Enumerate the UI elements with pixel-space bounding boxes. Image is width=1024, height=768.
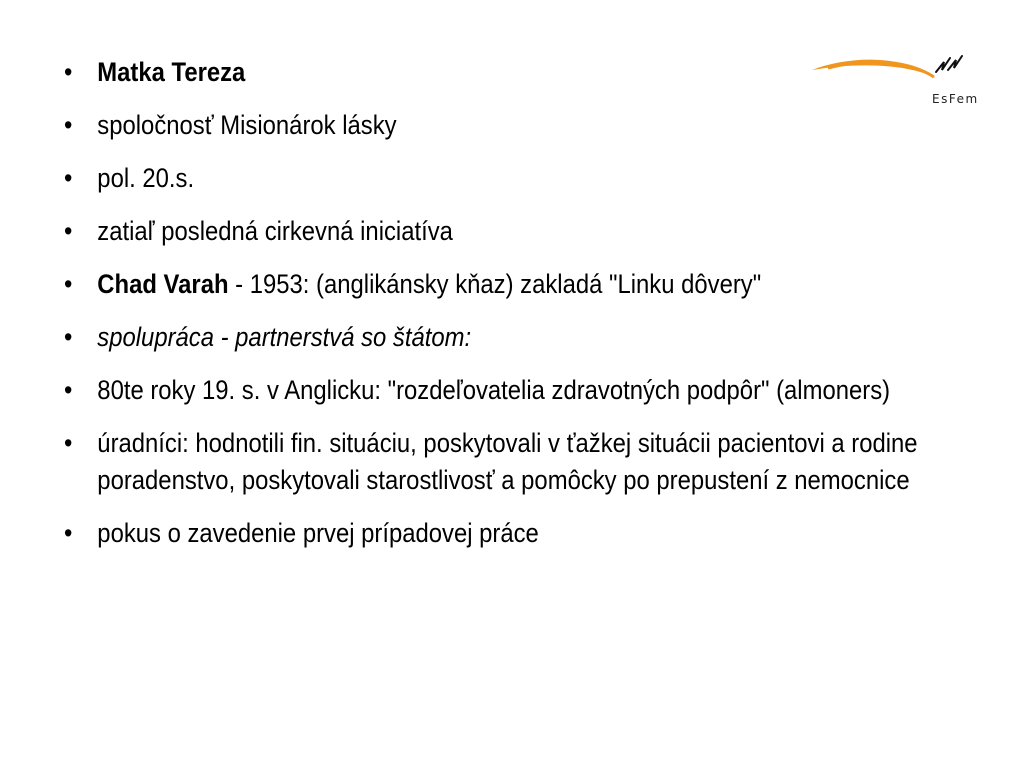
- bullet-dot: •: [64, 57, 73, 87]
- list-item: [64, 213, 961, 250]
- bullet-dot: •: [64, 375, 73, 405]
- list-item: [64, 160, 961, 197]
- bullet-dot: •: [64, 322, 73, 352]
- bullet-dot: •: [64, 110, 73, 140]
- item-text: - 1953: (anglikánsky kňaz) zakladá "Linku dôvery": [228, 269, 762, 299]
- list-item: [64, 107, 961, 144]
- bullet-dot: •: [64, 163, 73, 193]
- item-text: pokus o zavedenie prvej prípadovej práce: [97, 518, 539, 548]
- item-text: spoločnosť Misionárok lásky: [97, 110, 397, 140]
- list-item: [64, 515, 961, 552]
- logo-text: EsFem: [932, 92, 979, 106]
- list-item: [64, 372, 961, 409]
- list-item: [64, 425, 961, 499]
- list-item: [64, 54, 961, 91]
- list-item: [64, 266, 961, 303]
- item-text-bold: Chad Varah: [97, 269, 229, 299]
- bullet-list: [64, 54, 964, 568]
- item-text: úradníci: hodnotili fin. situáciu, poskytovali v ťažkej situácii pacientovi a rodine poradenstvo, poskytovali starostlivosť a pomôcky po prepustení z nemocnice: [97, 428, 918, 495]
- item-text-bold: Matka Tereza: [97, 57, 246, 87]
- bullet-dot: •: [64, 428, 73, 458]
- bullet-dot: •: [64, 269, 73, 299]
- bullet-dot: •: [64, 518, 73, 548]
- item-text: 80te roky 19. s. v Anglicku: "rozdeľovatelia zdravotných podpôr" (almoners): [97, 375, 891, 405]
- item-text: pol. 20.s.: [97, 163, 195, 193]
- item-text-italic: spolupráca - partnerstvá so štátom:: [97, 322, 472, 352]
- bullet-dot: •: [64, 216, 73, 246]
- list-item: [64, 319, 961, 356]
- item-text: zatiaľ posledná cirkevná iniciatíva: [97, 216, 453, 246]
